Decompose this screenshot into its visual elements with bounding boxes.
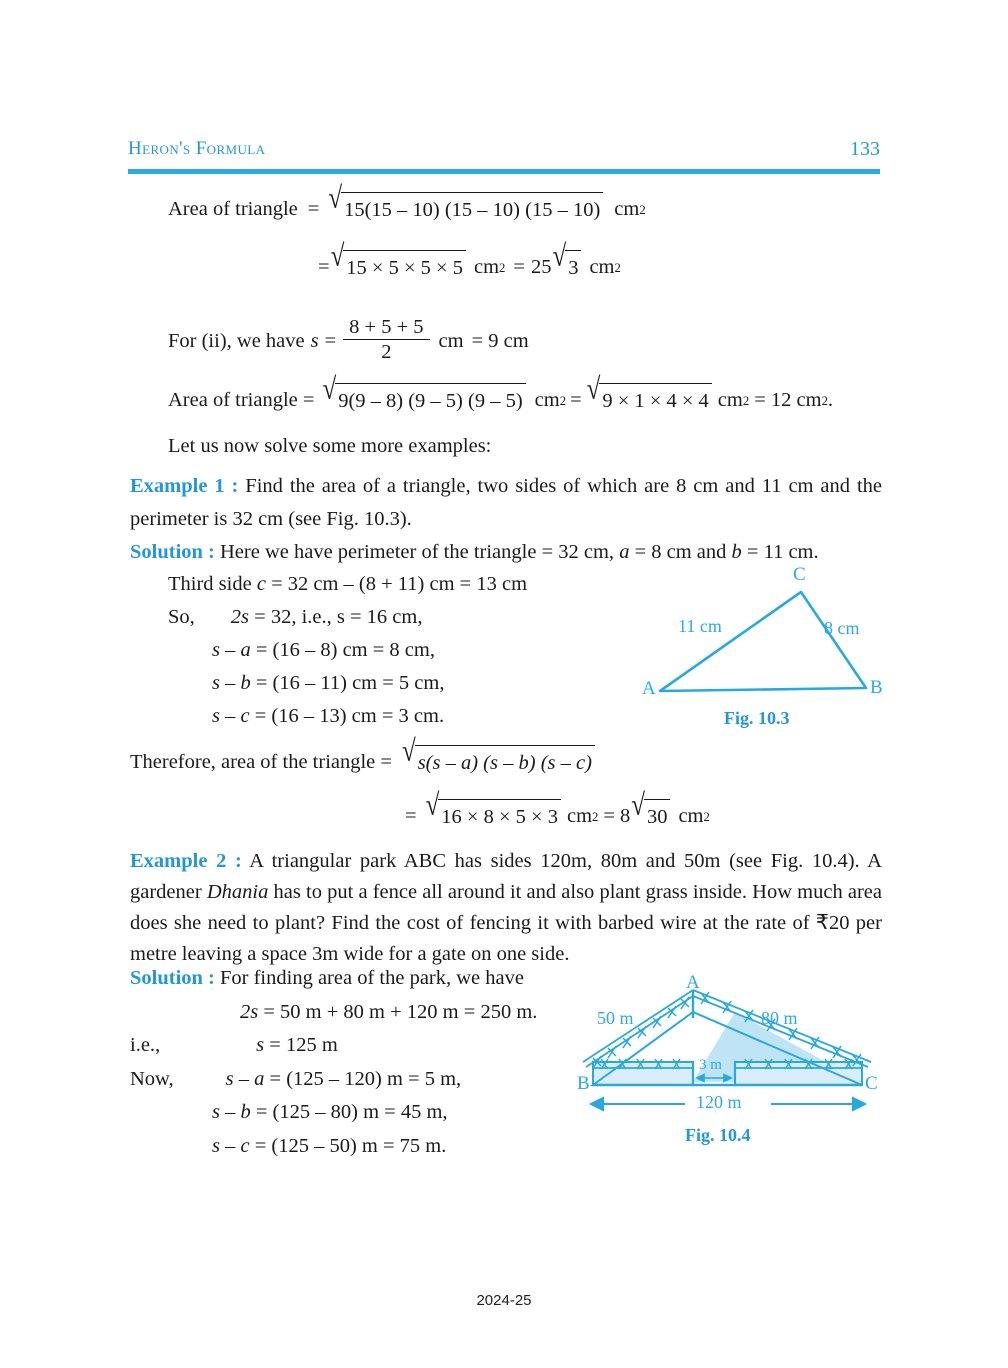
eq3-equals: =	[324, 330, 337, 353]
eq4-sqrt	[322, 372, 525, 418]
radical-sign-icon: √	[401, 734, 416, 768]
equation-area-of-triangle-2: = √ 15 × 5 × 5 × 5 cm 2 = 25 √ 3 cm 2	[318, 250, 621, 285]
page-header	[128, 138, 880, 172]
eq3-unit: cm	[438, 330, 464, 353]
step2-s-value	[130, 1029, 338, 1062]
solution-1-text-b: = 8 cm and	[629, 541, 732, 563]
eq6-sqrt	[425, 788, 561, 834]
step-4-post: = (16 – 11) cm = 5 cm,	[250, 672, 445, 694]
step2-s-minus-a	[130, 1063, 461, 1096]
step2-3-pre: Now,	[130, 1068, 174, 1090]
barbed-wire-left	[583, 990, 693, 1068]
step-1-post: = 32 cm – (8 + 11) cm = 13 cm	[265, 573, 528, 595]
eq5-label: Therefore, area of the triangle =	[130, 751, 392, 773]
radical-sign-icon: √	[552, 239, 567, 273]
solution-1-text-a: Here we have perimeter of the triangle = 32 cm,	[214, 541, 620, 563]
eq4-unit: cm	[534, 389, 560, 411]
fig-10-4-side-right-label: 80 m	[761, 1008, 798, 1028]
fig-10-4-base-label: 120 m	[696, 1092, 742, 1112]
fig-10-3-vertex-c: C	[793, 564, 806, 585]
step-1-var: c	[256, 573, 266, 595]
step-2-indent: 2s	[230, 606, 250, 628]
step-2s-value	[168, 601, 422, 634]
eq4-sqrt-2	[586, 372, 712, 418]
step-s-minus-c	[212, 700, 444, 733]
step-5-var: s – c	[212, 705, 250, 727]
equation-area-result-example-1: = √ 16 × 8 × 5 × 3 cm 2 = 8 √ 30 cm 2	[405, 799, 710, 834]
eq6-equals-2: =	[603, 805, 615, 827]
radical-sign-icon: √	[328, 181, 343, 215]
eq4-equals-2: =	[570, 389, 582, 411]
eq1-equals: =	[307, 198, 320, 220]
solution-1-text-c: = 11 cm.	[741, 541, 819, 563]
step-s-minus-b	[212, 667, 444, 700]
radical-sign-icon: √	[586, 372, 601, 406]
fig-10-3-caption: Fig. 10.3	[724, 708, 790, 728]
radical-sign-icon: √	[425, 788, 440, 822]
fig-10-3-vertex-a: A	[642, 678, 656, 699]
figure-10-4	[575, 972, 885, 1153]
eq4-radicand-2: 9 × 1 × 4 × 4	[599, 383, 711, 418]
eq6-equals: =	[405, 805, 417, 827]
eq3-denominator: 2	[381, 341, 392, 364]
eq3-variable: s	[310, 330, 319, 353]
radical-sign-icon: √	[330, 239, 345, 273]
eq4-unit-2: cm	[717, 389, 743, 411]
step2-2-pre: i.e.,	[130, 1034, 161, 1056]
solution-2-label: Solution :	[130, 967, 215, 989]
eq2-radicand: 15 × 5 × 5 × 5	[343, 250, 466, 285]
eq4-period: .	[827, 389, 834, 411]
example-2-label: Example 2 :	[130, 850, 242, 872]
radical-sign-icon: √	[631, 788, 645, 822]
eq4-radicand: 9(9 – 8) (9 – 5) (9 – 5)	[335, 383, 525, 418]
eq6-radicand-2: 30	[644, 799, 671, 834]
example-2-paragraph	[130, 846, 882, 970]
solution-2-paragraph	[130, 962, 524, 995]
eq6-unit: cm	[566, 805, 593, 827]
step2-2-post: = 125 m	[264, 1034, 338, 1056]
eq1-unit: cm	[614, 198, 640, 220]
step2-2s-value	[240, 996, 537, 1029]
fig-10-4-vertex-a: A	[686, 972, 700, 993]
eq5-radicand: s(s – a) (s – b) (s – c)	[415, 745, 595, 780]
eq2-equals: =	[318, 256, 330, 278]
page-footer: 2024-25	[476, 1292, 532, 1309]
eq1-radicand: 15(15 – 10) (15 – 10) (15 – 10)	[341, 192, 603, 227]
equation-area-of-triangle-1: Area of triangle = √ 15(15 – 10) (15 – 10) (15 – 10) cm 2	[168, 192, 646, 227]
fence-panel-right	[735, 1062, 862, 1085]
fig-10-4-vertex-c: C	[865, 1073, 878, 1094]
eq4-result: = 12 cm	[754, 389, 822, 411]
eq6-sqrt-2	[631, 788, 670, 834]
running-head-title: Heron's Formula	[128, 138, 266, 159]
eq2-coefficient: 25	[530, 256, 552, 278]
step-2-pre: So,	[168, 606, 195, 628]
step-third-side	[168, 568, 527, 601]
step-4-var: s – b	[212, 672, 251, 694]
example-2-text-b: has to put a fence all around it and also plant grass inside. How much area does she need to plant? Find the cost of fencing it with barbed wire at the rate of ₹20 per metre leaving a space 3m wide for a gate on one side.	[130, 881, 882, 965]
step-3-var: s – a	[212, 639, 251, 661]
fig-10-4-vertex-b: B	[577, 1073, 590, 1094]
equation-herons-formula-general	[130, 734, 596, 780]
eq3-fraction	[343, 316, 429, 363]
eq2-sqrt	[330, 239, 466, 285]
line-more-examples: Let us now solve some more examples:	[168, 435, 492, 457]
eq2-unit: cm	[473, 256, 500, 278]
step2-1-var: 2s	[240, 1001, 259, 1023]
example-1-paragraph	[130, 470, 882, 536]
step-2-post: = 32, i.e., s = 16 cm,	[249, 606, 423, 628]
eq6-radicand: 16 × 8 × 5 × 3	[438, 799, 561, 834]
fig-10-4-side-left-label: 50 m	[597, 1008, 634, 1028]
step2-4-post: = (125 – 80) m = 45 m,	[250, 1101, 448, 1123]
eq3-result: = 9 cm	[471, 330, 529, 353]
step2-1-post: = 50 m + 80 m + 120 m = 250 m.	[258, 1001, 538, 1023]
step-1-pre: Third side	[168, 573, 257, 595]
fig-10-3-vertex-b: B	[870, 677, 883, 698]
fig-10-4-gate-label: 3 m	[699, 1057, 722, 1073]
header-rule	[128, 169, 880, 174]
radical-sign-icon: √	[322, 372, 337, 406]
eq2-sqrt-2	[552, 239, 581, 285]
eq2-equals-2: =	[513, 256, 525, 278]
step2-5-var: s – c	[212, 1135, 250, 1157]
equation-area-of-triangle-3: Area of triangle = √ 9(9 – 8) (9 – 5) (9 – 5) cm 2 = √ 9 × 1 × 4 × 4 cm 2 = 12 cm 2 .	[168, 383, 833, 418]
solution-1-var-b: b	[731, 541, 742, 563]
example-1-text: Find the area of a triangle, two sides of which are 8 cm and 11 cm and the perimeter is 32 cm (see Fig. 10.3).	[130, 475, 882, 530]
step2-3-var: s – a	[225, 1068, 265, 1090]
eq2-radicand-2: 3	[565, 250, 581, 285]
solution-1-label: Solution :	[130, 541, 215, 563]
eq2-unit-2: cm	[589, 256, 615, 278]
example-2-text-a: A triangular park ABC has sides 120m, 80m and 50m (see Fig. 10.4). A gardener	[130, 850, 882, 903]
eq3-numerator: 8 + 5 + 5	[349, 316, 424, 338]
solution-1-var-a: a	[619, 541, 630, 563]
step-3-post: = (16 – 8) cm = 8 cm,	[250, 639, 435, 661]
triangle-outline	[660, 592, 866, 691]
example-2-italic-name: Dhania	[206, 881, 269, 903]
eq3-prefix: For (ii), we have	[168, 330, 305, 353]
step-5-post: = (16 – 13) cm = 3 cm.	[249, 705, 445, 727]
fig-10-4-caption: Fig. 10.4	[685, 1125, 751, 1145]
solution-2-text: For finding area of the park, we have	[214, 967, 524, 989]
fig-10-3-side-left-label: 11 cm	[678, 616, 722, 636]
step-s-minus-a	[212, 634, 435, 667]
eq6-coefficient: 8	[619, 805, 631, 827]
eq1-label: Area of triangle	[168, 198, 298, 220]
eq5-sqrt	[401, 734, 595, 780]
step2-2-var: s	[256, 1034, 265, 1056]
page-number: 133	[850, 138, 880, 160]
step2-5-post: = (125 – 50) m = 75 m.	[249, 1135, 447, 1157]
figure-10-3	[630, 560, 890, 730]
eq6-unit-2: cm	[678, 805, 704, 827]
step2-3-post: = (125 – 120) m = 5 m,	[264, 1068, 462, 1090]
step2-4-var: s – b	[212, 1101, 251, 1123]
fig-10-3-side-right-label: 8 cm	[824, 618, 860, 638]
step2-s-minus-c	[212, 1130, 446, 1163]
step2-s-minus-b	[212, 1096, 448, 1129]
eq4-label: Area of triangle =	[168, 389, 315, 411]
equation-semi-perimeter-ii	[168, 318, 529, 365]
example-1-label: Example 1 :	[130, 475, 239, 497]
